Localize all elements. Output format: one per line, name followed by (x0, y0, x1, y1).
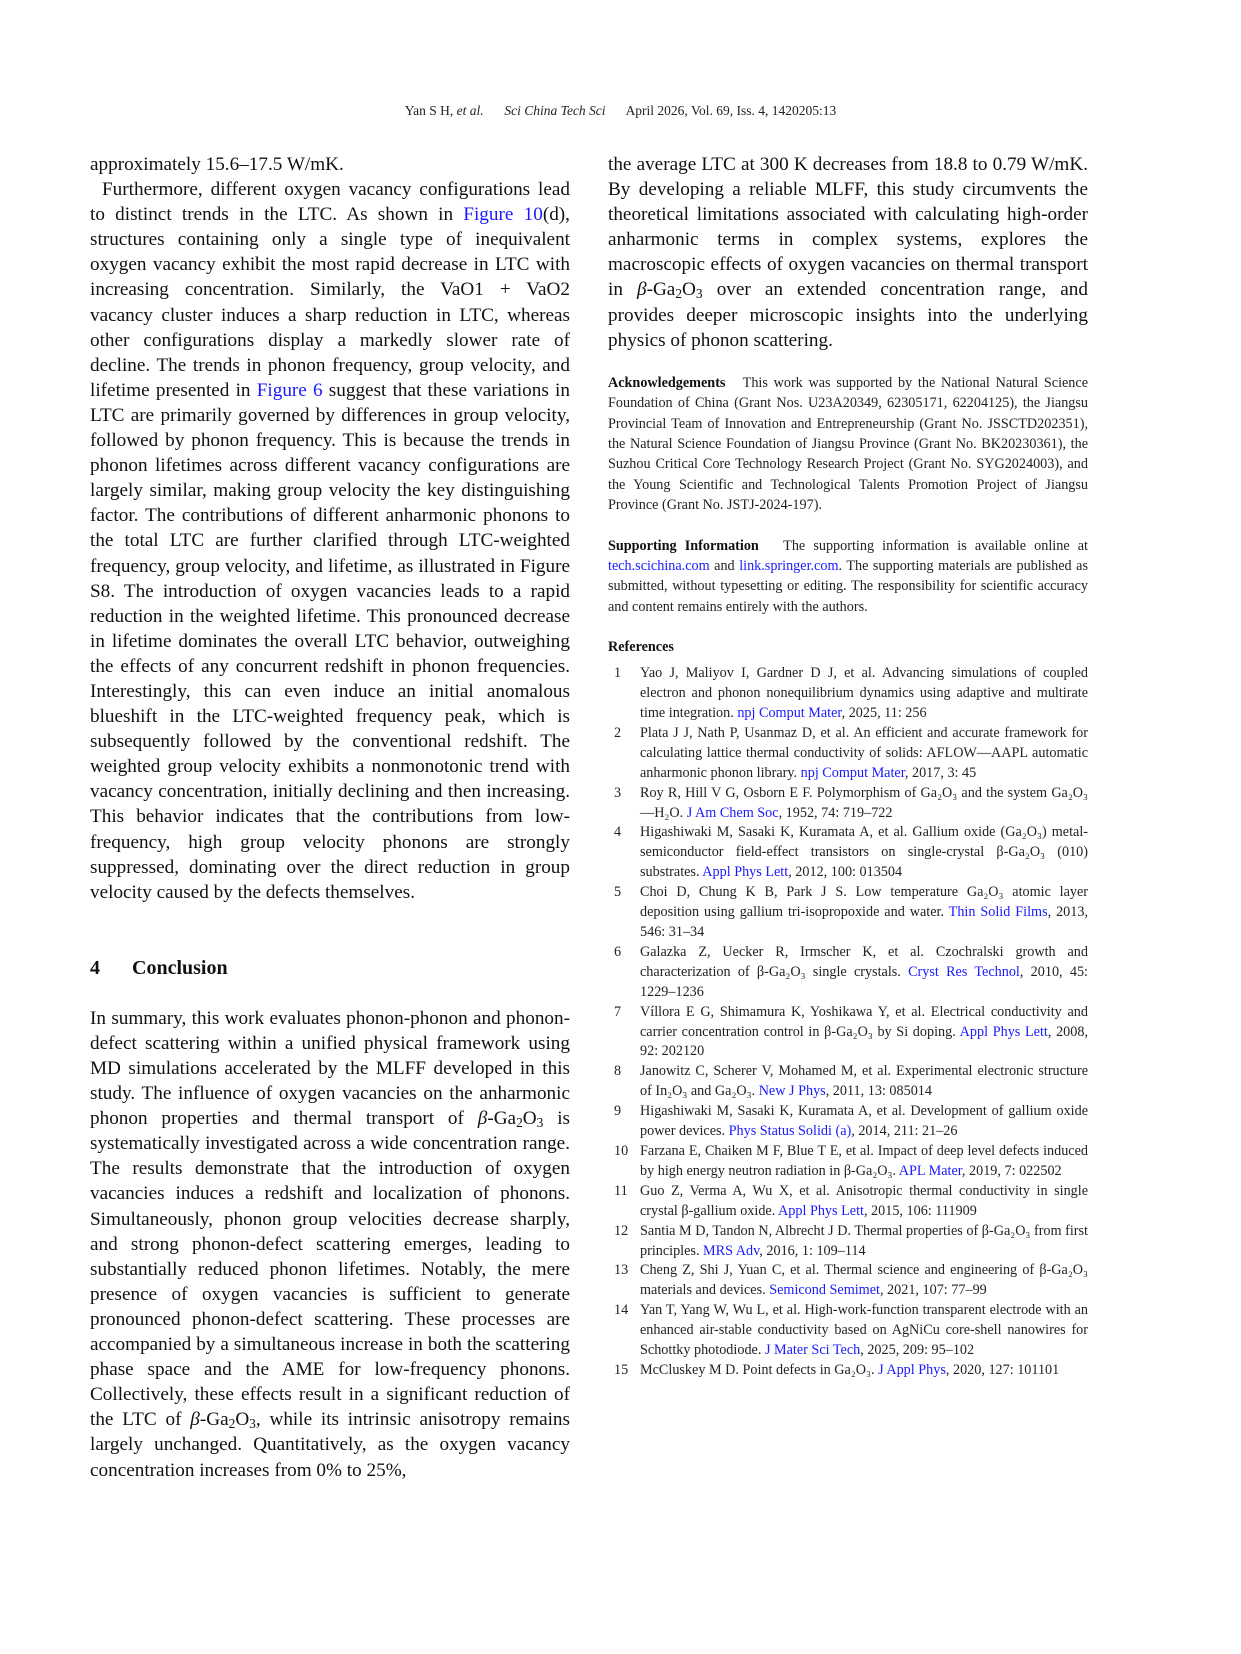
reference-number: 5 (614, 884, 622, 901)
supporting-information-label: Supporting Information (608, 537, 759, 554)
reference-item (608, 784, 1088, 824)
reference-journal-link[interactable]: J Mater Sci Tech (764, 1342, 861, 1359)
running-head-etal: et al. (456, 103, 484, 118)
figure-6-link[interactable]: Figure 6 (256, 379, 323, 401)
springer-link[interactable]: link.springer.com (739, 558, 839, 574)
reference-citation: , 2017, 3: 45 (904, 764, 977, 781)
beta-symbol: β (190, 1409, 200, 1431)
paragraph-text: over an extended concentration range, and provides deeper microscopic insights into the underlying physics of phonon scattering. (608, 279, 1088, 351)
paragraph-text: the average LTC at 300 K decreases from 18.8 to 0.79 W/mK. By developing a reliable MLFF, this study circumvents the theoretical limitations associated with calculating high-order anharmonic terms in complex systems, explores the macroscopic effects of oxygen vacancies on thermal transport in (608, 154, 1088, 301)
paragraph-text: suggest that these variations in LTC are primarily governed by differences in group velocity, followed by phonon frequency. This is because the trends in phonon lifetimes across different vacancy configurations are largely similar, making group velocity the key distinguishing factor. The contributions of different anharmonic phonons to the total LTC are further clarified through LTC-weighted frequency, group velocity, and lifetime, as illustrated in Figure S8. The introduction of oxygen vacancies leads to a rapid reduction in the weighted lifetime. This pronounced decrease in lifetime dominates the overall LTC behavior, outweighing the effects of any concurrent redshift in phonon frequencies. Interestingly, this can even induce an initial anomalous blueshift in the LTC-weighted frequency peak, which is subsequently followed by the conventional redshift. The weighted group velocity exhibits a nonmonotonic trend with vacancy concentration, initially declining and then increasing. This behavior indicates that the contributions from low-frequency, high group velocity phonons are strongly suppressed, dominating over the direct reduction in group velocity caused by the defects themselves. (90, 379, 570, 903)
formula-text: -Ga (646, 279, 676, 301)
reference-number: 2 (614, 724, 622, 741)
reference-text: Janowitz C, Scherer V, Mohamed M, et al. Experimental electronic structure of In₂O₃ and Ga₂O₃. (640, 1063, 1088, 1100)
reference-journal-link[interactable]: Appl Phys Lett (778, 1202, 864, 1219)
reference-text: McCluskey M D. Point defects in Ga₂O₃. (640, 1361, 879, 1378)
reference-item (608, 883, 1088, 943)
reference-journal-link[interactable]: Semicond Semimet (769, 1282, 880, 1299)
reference-journal-link[interactable]: J Appl Phys (878, 1361, 946, 1378)
reference-item (608, 664, 1088, 724)
reference-citation: , 2010, 45: 1229–1236 (640, 963, 1088, 1000)
reference-text: Higashiwaki M, Sasaki K, Kuramata A, et al. Development of gallium oxide power devices. (640, 1103, 1088, 1140)
reference-text: Plata J J, Nath P, Usanmaz D, et al. An efficient and accurate framework for calculating lattice thermal conductivity of solids: AFLOW—AAPL automatic anharmonic phonon library. (640, 724, 1088, 781)
reference-number: 11 (614, 1182, 628, 1199)
si-text: and (709, 558, 740, 574)
reference-number: 12 (614, 1222, 629, 1239)
reference-text: Yan T, Yang W, Wu L, et al. High-work-function transparent electrode with an enhanced air-stable conductivity based on AgNiCu core-shell nanowires for Schottky photodiode. (640, 1302, 1088, 1359)
reference-text: Víllora E G, Shimamura K, Yoshikawa Y, et al. Electrical conductivity and carrier concentration control in β-Ga₂O₃ by Si doping. (640, 1003, 1088, 1040)
reference-citation: , 2014, 211: 21–26 (851, 1123, 958, 1140)
reference-citation: , 1952, 74: 719–722 (778, 804, 893, 821)
reference-journal-link[interactable]: npj Comput Mater (737, 705, 842, 722)
reference-number: 3 (614, 784, 622, 801)
reference-citation: , 2020, 127: 101101 (945, 1361, 1060, 1378)
reference-journal-link[interactable]: MRS Adv (703, 1242, 760, 1259)
reference-citation: , 2012, 100: 013504 (788, 864, 903, 881)
paragraph-text: (d), structures containing only a single type of inequivalent oxygen vacancy exhibit the most rapid decrease in LTC with increasing concentration. Similarly, the VaO1 + VaO2 vacancy cluster induces a sharp reduction in LTC, whereas other configurations display a markedly slower rate of decline. The trends in phonon frequency, group velocity, and lifetime presented in (90, 204, 570, 401)
reference-item (608, 943, 1088, 1003)
reference-text: Galazka Z, Uecker R, Irmscher K, et al. Czochralski growth and characterization of β-Ga₂O₃ single crystals. (640, 943, 1088, 980)
reference-text: Higashiwaki M, Sasaki K, Kuramata A, et al. Gallium oxide (Ga₂O₃) metal-semiconductor field-effect transistors on single-crystal β-Ga₂O₃ (010) substrates. (640, 824, 1088, 881)
paragraph-text: Furthermore, different oxygen vacancy configurations lead to distinct trends in the LTC. As shown in (90, 179, 570, 226)
reference-journal-link[interactable]: Thin Solid Films (948, 904, 1048, 921)
reference-text: Yao J, Maliyov I, Gardner D J, et al. Advancing simulations of coupled electron and phonon nonequilibrium dynamics using adaptive and multirate time integration. (640, 665, 1088, 722)
si-text: . The supporting materials are published as submitted, without typesetting or editing. The responsibility for scientific accuracy and content remains entirely with the authors. (608, 558, 1088, 615)
supporting-information (608, 536, 1088, 618)
reference-list (608, 664, 1088, 1381)
reference-journal-link[interactable]: Cryst Res Technol (908, 963, 1020, 980)
running-head-issue: April 2026, Vol. 69, Iss. 4, 1420205:13 (625, 103, 837, 118)
acknowledgements-text: This work was supported by the National Natural Science Foundation of China (Grant Nos. U23A20349, 62305171, 62204125), the Jiangsu Provincial Team of Innovation and Entrepreneurship (Grant No. JSSCTD202351), the Natural Science Foundation of Jiangsu Province (Grant No. BK20230361), the Suzhou Critical Core Technology Research Project (Grant No. SYG2024003), and the Young Scientific and Technological Talents Promotion Project of Jiangsu Province (Grant No. JSTJ-2024-197). (608, 374, 1088, 514)
reference-journal-link[interactable]: npj Comput Mater (800, 764, 905, 781)
paragraph-vacancy-configurations (90, 177, 570, 905)
reference-citation: , 2021, 107: 77–99 (879, 1282, 987, 1299)
reference-number: 9 (614, 1103, 622, 1120)
reference-item (608, 1361, 1088, 1381)
section-title: Conclusion (132, 956, 228, 979)
reference-number: 10 (614, 1142, 629, 1159)
reference-number: 8 (614, 1063, 622, 1080)
reference-number: 14 (614, 1302, 629, 1319)
reference-citation: , 2008, 92: 202120 (640, 1023, 1089, 1060)
reference-number: 7 (614, 1003, 622, 1020)
si-text: The supporting information is available online at (783, 537, 1088, 554)
reference-journal-link[interactable]: New J Phys (758, 1083, 826, 1100)
reference-item (608, 823, 1088, 883)
acknowledgements (608, 373, 1088, 516)
reference-item (608, 724, 1088, 784)
beta-symbol: β (477, 1108, 488, 1130)
running-head-authors: Yan S H, (404, 103, 454, 118)
reference-text: Santia M D, Tandon N, Albrecht J D. Thermal properties of β-Ga₂O₃ from first principles. (640, 1222, 1088, 1259)
reference-item (608, 1182, 1088, 1222)
reference-item (608, 1062, 1088, 1102)
acknowledgements-label: Acknowledgements (608, 374, 726, 391)
reference-number: 6 (614, 943, 622, 960)
section-number: 4 (90, 956, 100, 979)
reference-text: Guo Z, Verma A, Wu X, et al. Anisotropic thermal conductivity in single crystal β-gallium oxide. (640, 1182, 1088, 1219)
reference-text: Farzana E, Chaiken M F, Blue T E, et al. Impact of deep level defects induced by high energy neutron radiation in β-Ga₂O₃. (640, 1142, 1088, 1179)
figure-10-link[interactable]: Figure 10 (463, 204, 543, 226)
paragraph-text: In summary, this work evaluates phonon-phonon and phonon-defect scattering within a unified physical framework using MD simulations accelerated by the MLFF developed in this study. The influence of oxygen vacancies on the anharmonic phonon properties and thermal transport of (90, 1007, 570, 1130)
reference-number: 15 (614, 1361, 629, 1378)
reference-item (608, 1261, 1088, 1301)
paragraph-conclusion: In summary, this work evaluates phonon-phonon and phonon-defect scattering within a unified physical framework using MD simulations accelerated by the MLFF developed in this study. The influence of oxygen vacancies on the anharmonic phonon properties and thermal transport of $\beta-Ga_2O_3$ is systematically investigated across a wide concentration range. The results demonstrate that the introduction of oxygen vacancies induces a redshift and localization of phonons. Simultaneously, phonon group velocities decrease sharply, and strong phonon-defect scattering emerges, leading to substantially reduced phonon lifetimes. Notably, the mere presence of oxygen vacancies is sufficient to generate pronounced phonon-defect scattering. These processes are accompanied by a simultaneous increase in both the scattering phase space and the AME for low-frequency phonons. Collectively, these effects result in a significant reduction of the LTC of $\beta-Ga_2O_3$, while its intrinsic anisotropy remains largely unchanged. Quantitatively, as the oxygen vacancy concentration increases from 0% to 25%, (90, 1007, 570, 1481)
right-column (608, 152, 1088, 1381)
reference-citation: , 2015, 106: 111909 (863, 1202, 977, 1219)
paragraph-text: is systematically investigated across a wide concentration range. The results demonstrate that the introduction of oxygen vacancies induces a redshift and localization of phonons. Simultaneously, phonon group velocities decrease sharply, and strong phonon-defect scattering emerges, leading to substantially reduced phonon lifetimes. Notably, the mere presence of oxygen vacancies is sufficient to generate pronounced phonon-defect scattering. These processes are accompanied by a simultaneous increase in both the scattering phase space and the AME for low-frequency phonons. Collectively, these effects result in a significant reduction of the LTC of (90, 1108, 570, 1431)
reference-item (608, 1142, 1088, 1182)
scichina-link[interactable]: tech.scichina.com (608, 558, 710, 574)
paragraph-text: approximately 15.6–17.5 W/mK. (90, 154, 344, 175)
reference-text: Cheng Z, Shi J, Yuan C, et al. Thermal science and engineering of β-Ga₂O₃ materials and devices. (640, 1262, 1088, 1299)
reference-text: Choi D, Chung K B, Park J S. Low temperature Ga₂O₃ atomic layer deposition using gallium tri-isopropoxide and water. (640, 884, 1088, 921)
reference-text: Roy R, Hill V G, Osborn E F. Polymorphism of Ga₂O₃ and the system Ga₂O₃—H₂O. (640, 784, 1088, 821)
section-heading-conclusion (90, 957, 570, 980)
reference-item (608, 1102, 1088, 1142)
reference-item (608, 1222, 1088, 1262)
reference-journal-link[interactable]: APL Mater (898, 1162, 962, 1179)
reference-journal-link[interactable]: Appl Phys Lett (702, 864, 789, 881)
running-head-journal: Sci China Tech Sci (504, 103, 606, 118)
reference-item (608, 1301, 1088, 1361)
running-head (0, 103, 1241, 119)
reference-citation: , 2013, 546: 31–34 (640, 904, 1088, 940)
reference-citation: , 2025, 209: 95–102 (860, 1342, 975, 1359)
reference-citation: , 2016, 1: 109–114 (759, 1242, 866, 1259)
formula-text: -Ga (199, 1409, 229, 1431)
reference-number: 4 (614, 824, 622, 841)
reference-number: 13 (614, 1262, 629, 1279)
reference-journal-link[interactable]: Phys Status Solidi (a) (728, 1123, 852, 1140)
reference-item (608, 1003, 1088, 1063)
references-heading: References (608, 639, 674, 656)
paragraph-text: , while its intrinsic anisotropy remains largely unchanged. Quantitatively, as the oxygen vacancy concentration increases from 0% to 25%, (90, 1409, 570, 1481)
paragraph-continued (90, 152, 570, 177)
reference-number: 1 (614, 665, 622, 682)
paragraph-conclusion-continued: the average LTC at 300 K decreases from 18.8 to 0.79 W/mK. By developing a reliable MLFF, this study circumvents the theoretical limitations associated with calculating high-order anharmonic terms in complex systems, explores the macroscopic effects of oxygen vacancies on thermal transport in $\beta-Ga_2O_3$ over an extended concentration range, and provides deeper microscopic insights into the underlying physics of phonon scattering. (608, 154, 1088, 351)
reference-citation: , 2019, 7: 022502 (961, 1162, 1062, 1179)
left-column (90, 152, 570, 1483)
reference-citation: , 2025, 11: 256 (841, 705, 927, 722)
beta-symbol: β (637, 279, 647, 301)
reference-citation: , 2011, 13: 085014 (825, 1083, 932, 1100)
formula-text: -Ga (487, 1108, 517, 1130)
reference-journal-link[interactable]: Appl Phys Lett (959, 1023, 1048, 1040)
reference-journal-link[interactable]: J Am Chem Soc (686, 804, 779, 821)
